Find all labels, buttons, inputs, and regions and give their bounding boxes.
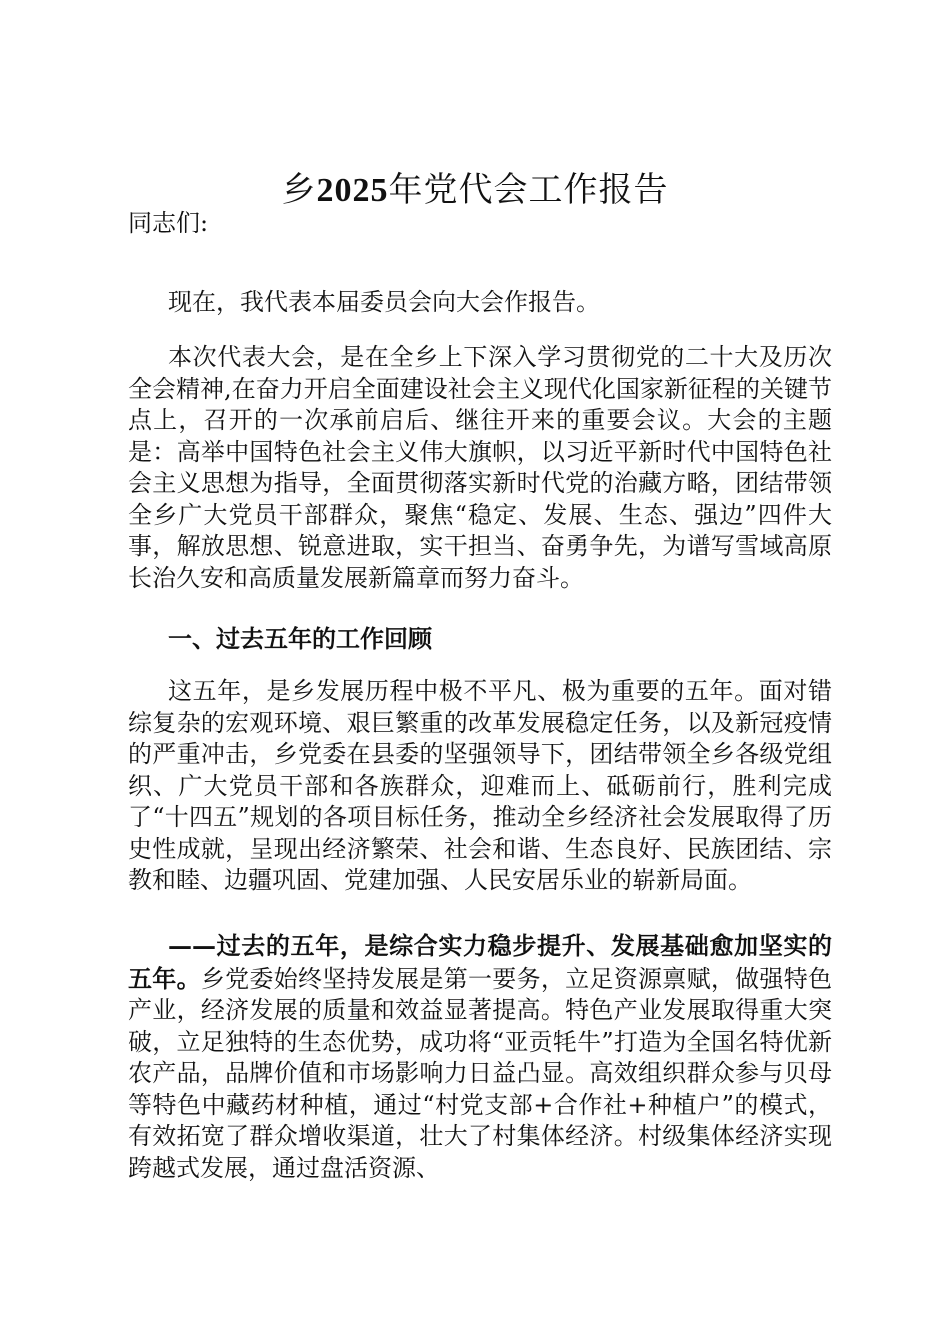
title-year: 2025: [316, 172, 389, 209]
paragraph-meeting-theme: 本次代表大会，是在全乡上下深入学习贯彻党的二十大及历次全会精神,在奋力开启全面建设社会主义现代化国家新征程的关键节点上，召开的一次承前启后、继往开来的重要会议。大会的主题是：高举中国特色社会主义伟大旗帜，以习近平新时代中国特色社会主义思想为指导，全面贯彻落实新时代党的治藏方略，团结带领全乡广大党员干部群众，聚焦“稳定、发展、生态、强边”四件大事，解放思想、锐意进取，实干担当、奋勇争先，为谱写雪域高原长治久安和高质量发展新篇章而努力奋斗。: [128, 343, 832, 592]
salutation: 同志们:: [128, 209, 209, 237]
paragraph-lead-sentence: ——过去的五年，是综合实力稳步提升、发展基础愈加坚实的五年。: [128, 931, 832, 993]
section-heading-review: 一、过去五年的工作回顾: [168, 624, 432, 653]
title-prefix: 乡: [281, 170, 317, 210]
title-suffix: 年党代会工作报告: [388, 170, 669, 210]
paragraph-five-years-overview: 这五年，是乡发展历程中极不平凡、极为重要的五年。面对错综复杂的宏观环境、艰巨繁重的改革发展稳定任务，以及新冠疫情的严重冲击，乡党委在县委的坚强领导下，团结带领全乡各级党组织、广大党员干部和各族群众，迎难而上、砥砺前行，胜利完成了“十四五”规划的各项目标任务，推动全乡经济社会发展取得了历史性成就，呈现出经济繁荣、社会和谐、生态良好、民族团结、宗教和睦、边疆巩固、党建加强、人民安居乐业的崭新局面。: [128, 677, 832, 894]
paragraph-body-text: 乡党委始终坚持发展是第一要务，立足资源禀赋，做强特色产业，经济发展的质量和效益显著提高。特色产业发展取得重大突破，立足独特的生态优势，成功将“亚贡牦牛”打造为全国名特优新农产品，品牌价值和市场影响力日益凸显。高效组织群众参与贝母等特色中藏药材种植，通过“村党支部+合作社+种植户”的模式，有效拓宽了群众增收渠道，壮大了村集体经济。村级集体经济实现跨越式发展，通过盘活资源、: [128, 964, 833, 1182]
paragraph-economic-strength: [128, 930, 832, 1184]
paragraph-opening: 现在，我代表本届委员会向大会作报告。: [168, 288, 600, 316]
